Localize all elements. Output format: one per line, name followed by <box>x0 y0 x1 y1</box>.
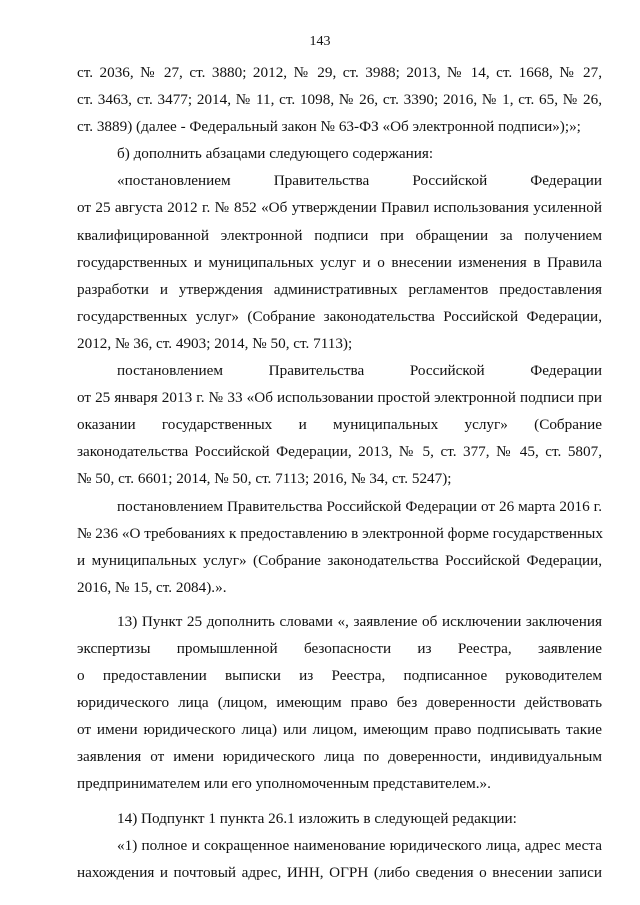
text-line: предпринимателем или его уполномоченным представителем.». <box>77 775 491 793</box>
text-line: «постановлением Правительства Российской Федерации <box>117 172 602 190</box>
text-line: 14) Подпункт 1 пункта 26.1 изложить в следующей редакции: <box>117 809 517 827</box>
paragraph <box>77 805 602 832</box>
text-line: разработки и утверждения административных регламентов предоставления <box>77 280 602 298</box>
text-line: о предоставлении выписки из Реестра, подписанное руководителем <box>77 667 602 685</box>
text-line: постановлением Правительства Российской Федерации от 26 марта 2016 г. <box>117 497 602 515</box>
text-line: ст. 3889) (далее - Федеральный закон № 63-ФЗ «Об электронной подписи»);»; <box>77 118 581 136</box>
paragraph <box>77 357 602 492</box>
paragraph <box>77 608 602 798</box>
text-line: «1) полное и сокращенное наименование юридического лица, адрес места <box>117 836 602 854</box>
paragraph <box>77 832 602 886</box>
text-line: законодательства Российской Федерации, 2013, № 5, ст. 377, № 45, ст. 5807, <box>77 443 602 461</box>
text-line: нахождения и почтовый адрес, ИНН, ОГРН (либо сведения о внесении записи <box>77 863 602 881</box>
text-line: 2012, № 36, ст. 4903; 2014, № 50, ст. 7113); <box>77 334 353 352</box>
text-line: от 25 августа 2012 г. № 852 «Об утверждении Правил использования усиленной <box>77 199 602 217</box>
text-line: юридического лица (лицом, имеющим право без доверенности действовать <box>77 694 602 712</box>
paragraph <box>77 59 602 140</box>
text-line: 13) Пункт 25 дополнить словами «, заявление об исключении заключения <box>117 612 602 630</box>
text-line: экспертизы промышленной безопасности из Реестра, заявление <box>77 639 602 657</box>
text-line: государственных услуг» (Собрание законодательства Российской Федерации, <box>77 307 602 325</box>
text-line: от имени юридического лица) или лицом, имеющим право подписывать такие <box>77 721 602 739</box>
text-line: квалифицированной электронной подписи при обращении за получением <box>77 226 602 244</box>
text-line: № 236 «О требованиях к предоставлению в электронной форме государственных <box>77 524 603 542</box>
text-line: № 50, ст. 6601; 2014, № 50, ст. 7113; 2016, № 34, ст. 5247); <box>77 470 452 488</box>
paragraph <box>77 140 602 167</box>
text-line: заявления от имени юридического лица по доверенности, индивидуальным <box>77 748 602 766</box>
text-line: б) дополнить абзацами следующего содержания: <box>117 145 434 163</box>
paragraph <box>77 167 602 357</box>
text-line: 2016, № 15, ст. 2084).». <box>77 578 227 596</box>
text-line: ст. 3463, ст. 3477; 2014, № 11, ст. 1098, № 26, ст. 3390; 2016, № 1, ст. 65, № 26, <box>77 91 602 109</box>
text-line: ст. 2036, № 27, ст. 3880; 2012, № 29, ст. 3988; 2013, № 14, ст. 1668, № 27, <box>77 64 602 81</box>
text-line: государственных и муниципальных услуг и о внесении изменения в Правила <box>77 253 602 271</box>
page-number: 143 <box>309 34 331 49</box>
text-line: оказании государственных и муниципальных услуг» (Собрание <box>77 416 602 434</box>
text-line: от 25 января 2013 г. № 33 «Об использовании простой электронной подписи при <box>77 389 602 407</box>
text-line: постановлением Правительства Российской Федерации <box>117 362 602 380</box>
paragraph <box>77 493 602 601</box>
document-body <box>77 59 602 886</box>
text-line: и муниципальных услуг» (Собрание законодательства Российской Федерации, <box>77 551 602 569</box>
